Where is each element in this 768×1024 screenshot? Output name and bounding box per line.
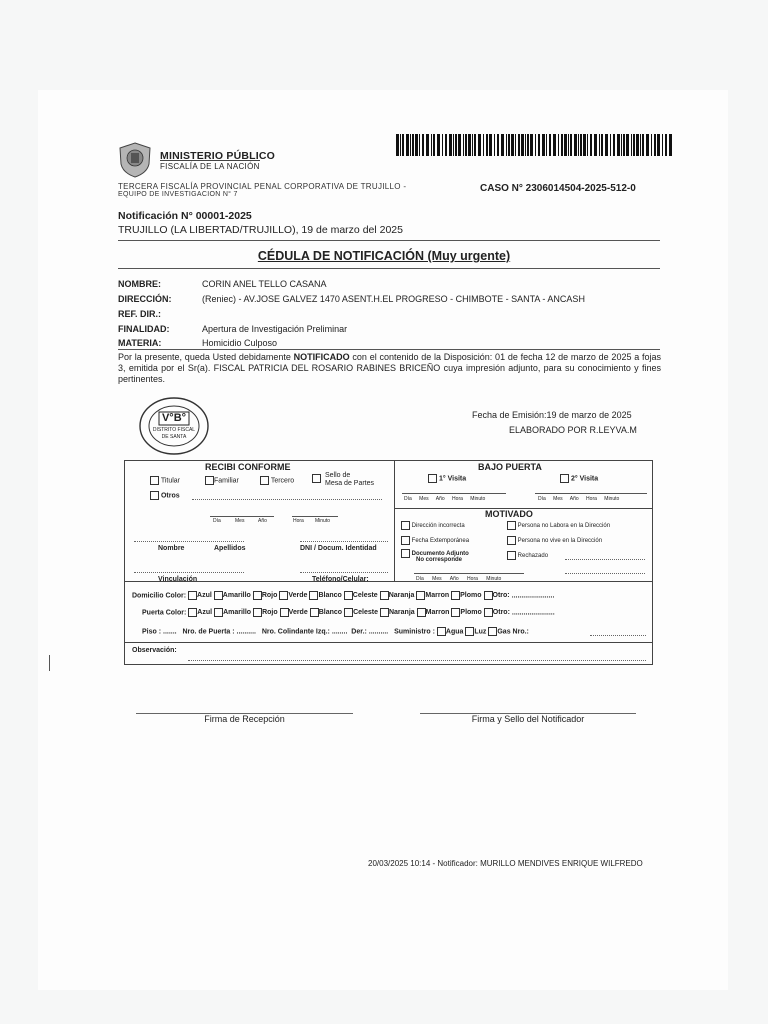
- barcode-bar: [508, 134, 510, 156]
- barcode-bar: [651, 134, 652, 156]
- color-checkbox[interactable]: [188, 608, 197, 617]
- barcode-bar: [431, 134, 432, 156]
- checkbox[interactable]: [507, 536, 516, 545]
- nombre-line[interactable]: [134, 541, 244, 542]
- divider: [124, 642, 652, 643]
- color-option-label: Naranja: [388, 609, 415, 617]
- motivo-documento[interactable]: Documento Adjunto: [401, 549, 469, 558]
- barcode-bar: [501, 134, 504, 156]
- barcode-bar: [483, 134, 484, 156]
- barcode-bar: [506, 134, 507, 156]
- telefono-label: Teléfono/Celular:: [312, 576, 369, 583]
- bajo-puerta-title: BAJO PUERTA: [478, 462, 542, 472]
- color-option-label: Blanco: [318, 592, 342, 600]
- date-labels: Día Mes Año Hora Minuto: [404, 496, 486, 502]
- observacion-label: Observación:: [132, 647, 177, 654]
- barcode-bar: [599, 134, 600, 156]
- barcode-bar: [669, 134, 672, 156]
- color-option-label: Azul: [197, 592, 212, 600]
- barcode-bar: [590, 134, 592, 156]
- time-line[interactable]: [292, 516, 338, 517]
- color-checkbox[interactable]: [484, 608, 493, 617]
- barcode-bar: [406, 134, 409, 156]
- color-option-label: Rojo: [261, 592, 278, 600]
- divider: [118, 268, 660, 269]
- field-label-ref-dir: REF. DIR.:: [118, 309, 162, 319]
- reception-signature-label: Firma de Recepción: [204, 714, 285, 724]
- barcode-bar: [453, 134, 454, 156]
- option-sello-label: Sello de: [325, 472, 351, 479]
- color-checkbox[interactable]: [484, 591, 493, 600]
- barcode-bar: [662, 134, 663, 156]
- footer-timestamp: 20/03/2025 10:14 - Notificador: MURILLO MENDIVES ENRIQUE WILFREDO: [368, 859, 643, 868]
- checkbox-agua[interactable]: [437, 627, 446, 636]
- barcode-bar: [530, 134, 533, 156]
- color-option-label: Otro:: [492, 592, 510, 600]
- color-checkbox[interactable]: [417, 608, 426, 617]
- barcode-bar: [605, 134, 608, 156]
- barcode-bar: [535, 134, 536, 156]
- emission-date: Fecha de Emisión:19 de marzo de 2025: [472, 410, 632, 420]
- barcode-bar: [426, 134, 429, 156]
- color-option-label: Otro:: [492, 609, 510, 617]
- divider: [394, 460, 395, 581]
- color-option-label: Celeste: [352, 592, 378, 600]
- barcode-bar: [445, 134, 447, 156]
- barcode-bar: [549, 134, 551, 156]
- field-label-finalidad: FINALIDAD:: [118, 324, 170, 334]
- barcode-bar: [613, 134, 615, 156]
- option-visita-1[interactable]: 1° Visita: [428, 474, 466, 483]
- color-row-label: Domicilio Color:: [132, 592, 187, 600]
- date-line[interactable]: [210, 516, 274, 517]
- office-team: EQUIPO DE INVESTIGACION N° 7: [118, 191, 238, 198]
- barcode-bar: [474, 134, 476, 156]
- color-row-label: Puerta Color:: [142, 609, 187, 617]
- motivo-fecha-extemporanea[interactable]: Fecha Extemporánea: [401, 536, 469, 545]
- color-checkbox[interactable]: [451, 591, 460, 600]
- barcode-bar: [657, 134, 660, 156]
- checkbox-luz[interactable]: [465, 627, 474, 636]
- barcode-bar: [515, 134, 516, 156]
- color-option-label: Plomo: [460, 609, 482, 617]
- option-sello-label: Mesa de Partes: [325, 480, 375, 487]
- barcode-bar: [610, 134, 611, 156]
- barcode-bar: [442, 134, 443, 156]
- checkbox[interactable]: [401, 536, 410, 545]
- seal-text: DE SANTA: [161, 434, 187, 440]
- checkbox[interactable]: [401, 549, 410, 558]
- field-label-materia: MATERIA:: [118, 338, 162, 348]
- motivo-documento-sub: No corresponde: [416, 557, 463, 563]
- barcode-bar: [654, 134, 656, 156]
- nombre-label: Nombre: [158, 545, 185, 552]
- checkbox[interactable]: [507, 551, 516, 560]
- color-option-label: Amarillo: [223, 609, 252, 617]
- place-date: TRUJILLO (LA LIBERTAD/TRUJILLO), 19 de marzo del 2025: [118, 224, 403, 236]
- barcode-bar: [468, 134, 471, 156]
- rechazado-line[interactable]: [565, 559, 645, 560]
- barcode-bar: [497, 134, 499, 156]
- barcode-bar: [623, 134, 625, 156]
- date-labels: Día Mes Año Hora Minuto: [538, 496, 620, 502]
- vinculacion-line[interactable]: [134, 572, 244, 573]
- office-name: TERCERA FISCALÍA PROVINCIAL PENAL CORPORATIVA DE TRUJILLO -: [118, 182, 407, 191]
- seal-text: DISTRITO FISCAL: [152, 427, 196, 433]
- color-option-label: Naranja: [388, 592, 415, 600]
- barcode-bar: [525, 134, 526, 156]
- motivado-date-line[interactable]: [414, 573, 524, 574]
- institution-subtitle: FISCALÍA DE LA NACIÓN: [160, 162, 260, 171]
- divider: [118, 349, 660, 350]
- color-option-label: Amarillo: [222, 592, 251, 600]
- checkbox[interactable]: [150, 491, 159, 500]
- barcode-bar: [412, 134, 414, 156]
- barcode-bar: [542, 134, 545, 156]
- motivado-extra-line[interactable]: [565, 573, 645, 574]
- observacion-line[interactable]: [188, 660, 646, 661]
- barcode-bar: [465, 134, 467, 156]
- checkbox[interactable]: [260, 476, 269, 485]
- barcode-bar: [583, 134, 586, 156]
- color-option-label: Verde: [288, 609, 308, 617]
- color-checkbox[interactable]: [280, 608, 289, 617]
- puerta-color-row: [142, 608, 555, 617]
- color-checkbox[interactable]: [344, 591, 353, 600]
- checkbox[interactable]: [401, 521, 410, 530]
- barcode-bar: [580, 134, 582, 156]
- barcode-bar: [546, 134, 547, 156]
- prepared-by: ELABORADO POR R.LEYVA.M: [509, 425, 637, 435]
- visita-2-date-line[interactable]: [535, 493, 647, 494]
- color-checkbox[interactable]: [380, 591, 389, 600]
- motivo-rechazado[interactable]: Rechazado: [507, 551, 548, 560]
- barcode-bar: [621, 134, 622, 156]
- field-value-materia: Homicidio Culposo: [202, 338, 278, 348]
- barcode-bar: [449, 134, 452, 156]
- color-checkbox[interactable]: [188, 591, 197, 600]
- notification-number: Notificación N° 00001-2025: [118, 210, 252, 222]
- dni-line[interactable]: [300, 541, 388, 542]
- case-number: CASO N° 2306014504-2025-512-0: [480, 183, 636, 194]
- divider: [118, 240, 660, 241]
- visita-1-date-line[interactable]: [402, 493, 506, 494]
- field-value-nombre: CORIN ANEL TELLO CASANA: [202, 279, 327, 289]
- barcode-bar: [633, 134, 635, 156]
- institution-name: MINISTERIO PÚBLICO: [160, 150, 276, 162]
- barcode-bar: [601, 134, 603, 156]
- apellidos-label: Apellidos: [214, 545, 246, 552]
- option-familiar[interactable]: Familiar: [205, 476, 239, 485]
- barcode-bar: [617, 134, 620, 156]
- barcode-bar: [402, 134, 404, 156]
- option-titular[interactable]: Titular: [150, 476, 180, 485]
- checkbox[interactable]: [312, 474, 321, 483]
- date-labels: Día Mes Año Hora Minuto: [416, 576, 502, 582]
- field-label-direccion: DIRECCIÓN:: [118, 294, 172, 304]
- barcode-bar: [646, 134, 649, 156]
- fiscal-seal: [138, 396, 210, 456]
- color-option-label: Marron: [425, 609, 450, 617]
- barcode-bar: [400, 134, 401, 156]
- barcode-bar: [558, 134, 559, 156]
- barcode-bar: [538, 134, 540, 156]
- notifier-signature-label: Firma y Sello del Notificador: [471, 714, 585, 724]
- barcode-bar: [665, 134, 667, 156]
- motivo-no-labora[interactable]: Persona no Labora en la Dirección: [507, 521, 610, 530]
- checkbox[interactable]: [560, 474, 569, 483]
- barcode-bar: [561, 134, 563, 156]
- checkbox[interactable]: [507, 521, 516, 530]
- barcode: [396, 134, 674, 156]
- date-label: Mes: [235, 518, 245, 524]
- otros-line[interactable]: [192, 499, 382, 500]
- barcode-bar: [433, 134, 435, 156]
- barcode-bar: [422, 134, 424, 156]
- barcode-bar: [463, 134, 464, 156]
- option-tercero[interactable]: Tercero: [260, 476, 294, 485]
- barcode-bar: [455, 134, 457, 156]
- motivo-no-vive[interactable]: Persona no vive en la Dirección: [507, 536, 602, 545]
- date-label: Día: [213, 518, 221, 524]
- barcode-bar: [636, 134, 639, 156]
- vinculacion-label: Vinculación: [158, 576, 198, 583]
- date-label: Año: [258, 518, 267, 524]
- checkbox[interactable]: [428, 474, 437, 483]
- notification-body: Por la presente, queda Usted debidamente NOTIFICADO con el contenido de la Disposición: 01 de fecha 12 de marzo de 2025 a fojas 3, emitida por el Sr(a). FISCAL PATRICIA DEL ROSARIO RABINES BRICEÑO cuya impresión adjunto, para su conocimiento y fines pertinentes.: [118, 352, 661, 384]
- barcode-bar: [410, 134, 411, 156]
- field-value-direccion: (Reniec) - AV.JOSE GALVEZ 1470 ASENT.H.EL PROGRESO - CHIMBOTE - SANTA - ANCASH: [202, 294, 585, 304]
- barcode-bar: [570, 134, 572, 156]
- field-label-nombre: NOMBRE:: [118, 279, 161, 289]
- barcode-bar: [478, 134, 481, 156]
- date-label: Minuto: [315, 518, 331, 524]
- barcode-bar: [578, 134, 579, 156]
- ministerio-publico-logo: [118, 142, 152, 178]
- barcode-bar: [396, 134, 399, 156]
- nro-line[interactable]: [590, 635, 646, 636]
- domicilio-color-row: [132, 591, 554, 600]
- color-option-label: Rojo: [262, 609, 278, 617]
- barcode-bar: [458, 134, 461, 156]
- barcode-bar: [564, 134, 567, 156]
- checkbox-gas[interactable]: [488, 627, 497, 636]
- scan-mark: [49, 655, 50, 671]
- barcode-bar: [587, 134, 588, 156]
- color-option-label: Celeste: [353, 609, 378, 617]
- document-title: CÉDULA DE NOTIFICACIÓN (Muy urgente): [257, 249, 511, 263]
- option-sello[interactable]: [312, 474, 321, 483]
- motivo-direccion-incorrecta[interactable]: Dirección incorrecta: [401, 521, 465, 530]
- barcode-bar: [594, 134, 597, 156]
- color-option-label: Blanco: [318, 609, 343, 617]
- barcode-bar: [419, 134, 420, 156]
- date-label: Hora: [293, 518, 304, 524]
- checkbox[interactable]: [150, 476, 159, 485]
- color-checkbox[interactable]: [344, 608, 353, 617]
- color-checkbox[interactable]: [253, 591, 262, 600]
- barcode-bar: [489, 134, 492, 156]
- color-option-label: Verde: [288, 592, 308, 600]
- barcode-bar: [511, 134, 514, 156]
- color-option-label: Plomo: [460, 592, 482, 600]
- color-option-label: Azul: [197, 609, 213, 617]
- color-checkbox[interactable]: [253, 608, 262, 617]
- seal-vb: V°B°: [161, 412, 187, 424]
- otro-color-line[interactable]: ......................: [511, 609, 555, 617]
- field-value-finalidad: Apertura de Investigación Preliminar: [202, 324, 348, 334]
- barcode-bar: [521, 134, 524, 156]
- color-checkbox[interactable]: [310, 608, 319, 617]
- color-checkbox[interactable]: [214, 591, 223, 600]
- barcode-bar: [494, 134, 495, 156]
- color-checkbox[interactable]: [214, 608, 223, 617]
- option-visita-2[interactable]: 2° Visita: [560, 474, 598, 483]
- barcode-bar: [486, 134, 488, 156]
- barcode-bar: [631, 134, 632, 156]
- otro-color-line[interactable]: ......................: [511, 592, 555, 600]
- barcode-bar: [642, 134, 644, 156]
- motivado-title: MOTIVADO: [485, 509, 533, 519]
- divider: [124, 581, 652, 582]
- color-checkbox[interactable]: [380, 608, 389, 617]
- barcode-bar: [640, 134, 641, 156]
- barcode-bar: [574, 134, 577, 156]
- address-details-row: Piso : ....... Nro. de Puerta : .......... Nro. Colindante Izq.: ........ Der.: .......... Suministro : Agua Luz Gas Nro.:: [142, 628, 529, 636]
- barcode-bar: [437, 134, 440, 156]
- option-otros[interactable]: Otros: [150, 491, 180, 500]
- barcode-bar: [518, 134, 520, 156]
- barcode-bar: [472, 134, 473, 156]
- barcode-bar: [527, 134, 529, 156]
- recibi-conforme-title: RECIBI CONFORME: [205, 462, 291, 472]
- checkbox[interactable]: [205, 476, 214, 485]
- color-option-label: Marron: [425, 592, 450, 600]
- telefono-line[interactable]: [300, 572, 388, 573]
- barcode-bar: [553, 134, 556, 156]
- barcode-bar: [626, 134, 629, 156]
- barcode-bar: [415, 134, 418, 156]
- dni-label: DNI / Docum. Identidad: [300, 545, 377, 552]
- barcode-bar: [568, 134, 569, 156]
